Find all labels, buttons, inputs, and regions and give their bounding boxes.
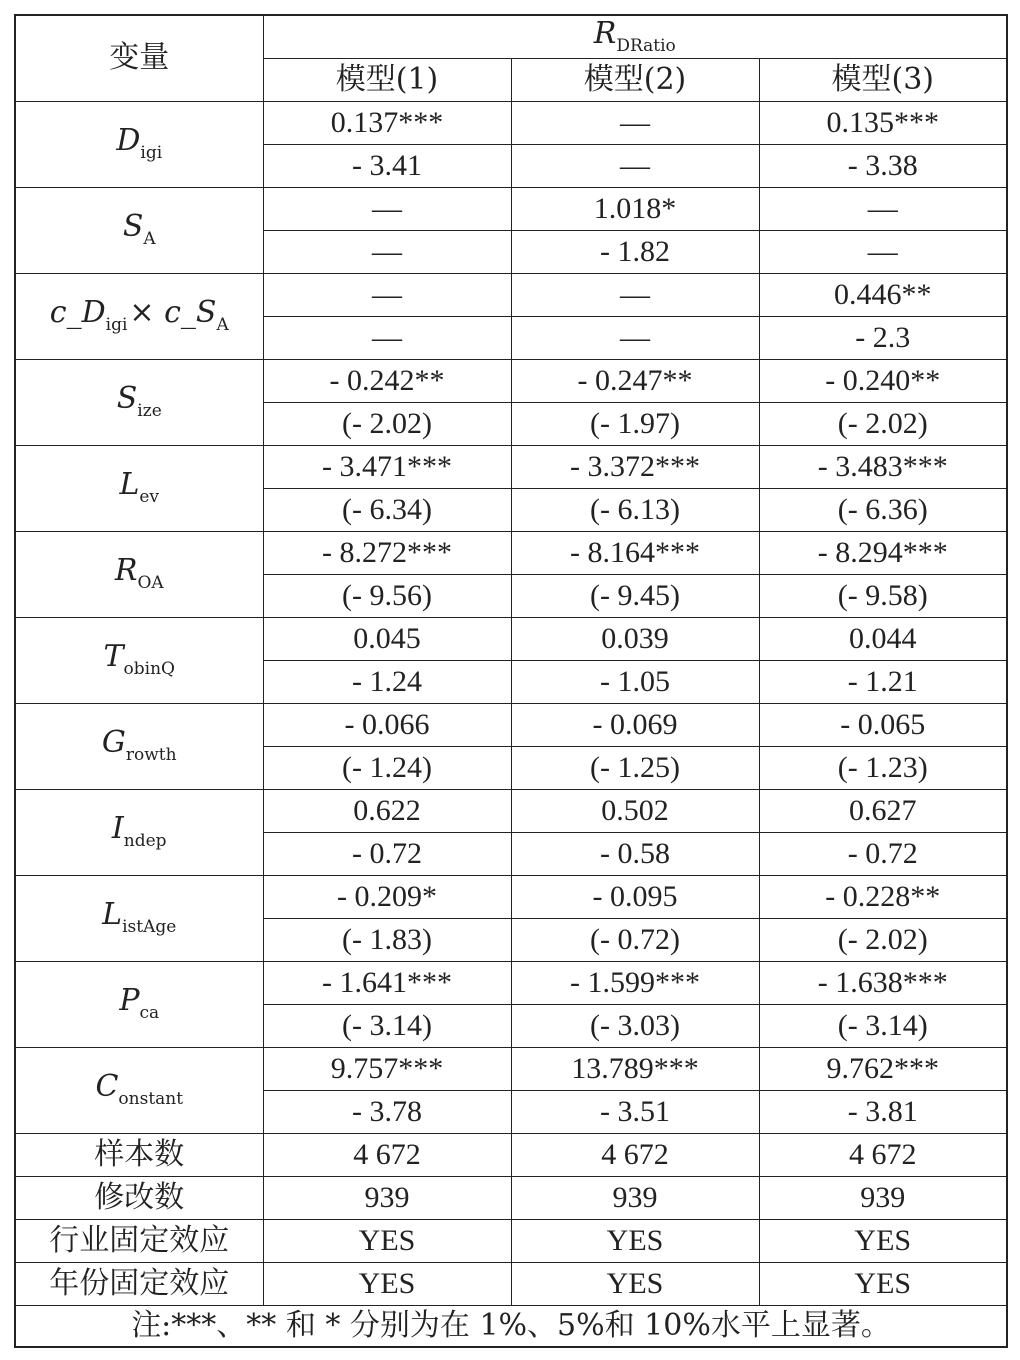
- table-row: [15, 187, 1007, 230]
- regression-table: [14, 14, 1008, 1348]
- statistic-cell: —: [511, 316, 759, 359]
- table-row: [15, 617, 1007, 660]
- statistic-cell: (- 1.23): [759, 746, 1007, 789]
- statistic-cell: (- 0.72): [511, 918, 759, 961]
- statistic-cell: (- 3.14): [759, 1004, 1007, 1047]
- statistic-cell: - 3.81: [759, 1090, 1007, 1133]
- summary-value: 4 672: [759, 1133, 1007, 1176]
- summary-row: [15, 1176, 1007, 1219]
- coefficient-cell: 0.039: [511, 617, 759, 660]
- variable-subscript: igi: [140, 143, 163, 163]
- summary-value: 4 672: [511, 1133, 759, 1176]
- variable-name-cell: [15, 359, 263, 445]
- variable-main: L: [119, 467, 140, 502]
- table-note: 注:***、** 和 * 分别为在 1%、5%和 10%水平上显著。: [15, 1305, 1007, 1347]
- variable-name-cell: [15, 445, 263, 531]
- variable-name-cell: [15, 961, 263, 1047]
- statistic-cell: - 3.41: [263, 144, 511, 187]
- summary-value: YES: [511, 1219, 759, 1262]
- statistic-cell: - 1.82: [511, 230, 759, 273]
- statistic-cell: - 1.24: [263, 660, 511, 703]
- statistic-cell: —: [263, 230, 511, 273]
- coefficient-cell: 0.045: [263, 617, 511, 660]
- variable-name-cell: [15, 531, 263, 617]
- coefficient-cell: - 0.066: [263, 703, 511, 746]
- statistic-cell: - 3.38: [759, 144, 1007, 187]
- variable-main: S: [116, 381, 138, 416]
- summary-value: 4 672: [263, 1133, 511, 1176]
- coefficient-cell: - 8.294***: [759, 531, 1007, 574]
- variable-main: T: [103, 639, 124, 674]
- coefficient-cell: - 3.483***: [759, 445, 1007, 488]
- statistic-cell: (- 2.02): [759, 918, 1007, 961]
- statistic-cell: (- 2.02): [759, 402, 1007, 445]
- coefficient-cell: - 0.209*: [263, 875, 511, 918]
- statistic-cell: - 1.21: [759, 660, 1007, 703]
- table-row: [15, 961, 1007, 1004]
- coefficient-cell: 0.044: [759, 617, 1007, 660]
- coefficient-cell: - 3.471***: [263, 445, 511, 488]
- coefficient-cell: - 8.164***: [511, 531, 759, 574]
- summary-label: 行业固定效应: [15, 1219, 263, 1262]
- coefficient-cell: 9.757***: [263, 1047, 511, 1090]
- statistic-cell: (- 9.45): [511, 574, 759, 617]
- statistic-cell: - 1.05: [511, 660, 759, 703]
- table-row: [15, 273, 1007, 316]
- summary-row: [15, 1133, 1007, 1176]
- statistic-cell: (- 3.03): [511, 1004, 759, 1047]
- dep-var-sub: DRatio: [616, 35, 676, 56]
- variable-name-cell: [15, 273, 263, 359]
- summary-value: 939: [511, 1176, 759, 1219]
- summary-label: 修改数: [15, 1176, 263, 1219]
- statistic-cell: —: [511, 144, 759, 187]
- variable-name-cell: [15, 875, 263, 961]
- statistic-cell: - 0.72: [263, 832, 511, 875]
- variable-extra-subscript: A: [216, 315, 229, 335]
- statistic-cell: (- 3.14): [263, 1004, 511, 1047]
- statistic-cell: (- 6.34): [263, 488, 511, 531]
- statistic-cell: —: [759, 230, 1007, 273]
- coefficient-cell: - 1.599***: [511, 961, 759, 1004]
- variable-main: L: [102, 897, 123, 932]
- variable-main: D: [116, 123, 141, 158]
- coefficient-cell: —: [511, 273, 759, 316]
- table-row: [15, 531, 1007, 574]
- header-row-top: [15, 15, 1007, 58]
- table-row: [15, 703, 1007, 746]
- coefficient-cell: - 0.247**: [511, 359, 759, 402]
- coefficient-cell: - 0.228**: [759, 875, 1007, 918]
- summary-value: YES: [263, 1219, 511, 1262]
- table-row: [15, 101, 1007, 144]
- note-row: [15, 1305, 1007, 1347]
- statistic-cell: (- 1.97): [511, 402, 759, 445]
- statistic-cell: - 3.78: [263, 1090, 511, 1133]
- statistic-cell: - 0.72: [759, 832, 1007, 875]
- coefficient-cell: - 0.069: [511, 703, 759, 746]
- table-row: [15, 789, 1007, 832]
- coefficient-cell: 0.502: [511, 789, 759, 832]
- variable-main: I: [111, 811, 124, 846]
- model-2-header: 模型(2): [511, 58, 759, 101]
- coefficient-cell: - 0.095: [511, 875, 759, 918]
- dependent-variable-header: [263, 15, 1007, 58]
- variable-name-cell: [15, 101, 263, 187]
- coefficient-cell: —: [511, 101, 759, 144]
- variable-name-cell: [15, 187, 263, 273]
- coefficient-cell: - 1.641***: [263, 961, 511, 1004]
- variable-main: G: [101, 725, 126, 760]
- summary-value: YES: [511, 1262, 759, 1305]
- table-body: [15, 15, 1007, 1347]
- model-3-header: 模型(3): [759, 58, 1007, 101]
- coefficient-cell: 0.627: [759, 789, 1007, 832]
- summary-row: [15, 1219, 1007, 1262]
- coefficient-cell: - 0.240**: [759, 359, 1007, 402]
- summary-value: 939: [263, 1176, 511, 1219]
- table-row: [15, 445, 1007, 488]
- statistic-cell: (- 9.56): [263, 574, 511, 617]
- coefficient-cell: - 3.372***: [511, 445, 759, 488]
- model-1-header: 模型(1): [263, 58, 511, 101]
- variable-main: P: [119, 983, 140, 1018]
- statistic-cell: (- 1.25): [511, 746, 759, 789]
- coefficient-cell: —: [759, 187, 1007, 230]
- variable-extra: × c_S: [129, 295, 217, 330]
- variable-subscript: OA: [137, 573, 164, 593]
- variable-subscript: A: [143, 229, 156, 249]
- summary-value: YES: [759, 1219, 1007, 1262]
- statistic-cell: (- 9.58): [759, 574, 1007, 617]
- coefficient-cell: 0.446**: [759, 273, 1007, 316]
- table-row: [15, 359, 1007, 402]
- dep-var-main: R: [593, 15, 617, 51]
- coefficient-cell: —: [263, 273, 511, 316]
- variable-subscript: istAge: [122, 917, 177, 937]
- coefficient-cell: - 0.242**: [263, 359, 511, 402]
- statistic-cell: - 2.3: [759, 316, 1007, 359]
- statistic-cell: - 0.58: [511, 832, 759, 875]
- coefficient-cell: 0.135***: [759, 101, 1007, 144]
- variable-name-cell: [15, 789, 263, 875]
- statistic-cell: (- 1.83): [263, 918, 511, 961]
- variable-subscript: ev: [139, 487, 160, 507]
- statistic-cell: - 3.51: [511, 1090, 759, 1133]
- table-row: [15, 1047, 1007, 1090]
- coefficient-cell: 1.018*: [511, 187, 759, 230]
- summary-value: 939: [759, 1176, 1007, 1219]
- variable-main: R: [114, 553, 138, 588]
- statistic-cell: (- 6.13): [511, 488, 759, 531]
- summary-label: 年份固定效应: [15, 1262, 263, 1305]
- table-row: [15, 875, 1007, 918]
- variable-main: c_D: [49, 295, 106, 330]
- coefficient-cell: - 1.638***: [759, 961, 1007, 1004]
- variable-subscript: ize: [137, 401, 162, 421]
- statistic-cell: (- 6.36): [759, 488, 1007, 531]
- variable-subscript: onstant: [118, 1089, 184, 1109]
- variable-name-cell: [15, 617, 263, 703]
- variable-header: 变量: [15, 15, 263, 101]
- coefficient-cell: - 8.272***: [263, 531, 511, 574]
- coefficient-cell: 0.622: [263, 789, 511, 832]
- variable-subscript: igi: [105, 315, 128, 335]
- coefficient-cell: 9.762***: [759, 1047, 1007, 1090]
- coefficient-cell: - 0.065: [759, 703, 1007, 746]
- summary-row: [15, 1262, 1007, 1305]
- coefficient-cell: 13.789***: [511, 1047, 759, 1090]
- variable-subscript: ca: [139, 1003, 160, 1023]
- variable-subscript: obinQ: [123, 659, 175, 679]
- variable-subscript: rowth: [125, 745, 177, 765]
- variable-main: C: [95, 1069, 119, 1104]
- summary-value: YES: [759, 1262, 1007, 1305]
- statistic-cell: (- 2.02): [263, 402, 511, 445]
- variable-main: S: [122, 209, 144, 244]
- summary-label: 样本数: [15, 1133, 263, 1176]
- statistic-cell: —: [263, 316, 511, 359]
- variable-name-cell: [15, 1047, 263, 1133]
- variable-name-cell: [15, 703, 263, 789]
- statistic-cell: (- 1.24): [263, 746, 511, 789]
- coefficient-cell: 0.137***: [263, 101, 511, 144]
- coefficient-cell: —: [263, 187, 511, 230]
- variable-subscript: ndep: [123, 831, 167, 851]
- summary-value: YES: [263, 1262, 511, 1305]
